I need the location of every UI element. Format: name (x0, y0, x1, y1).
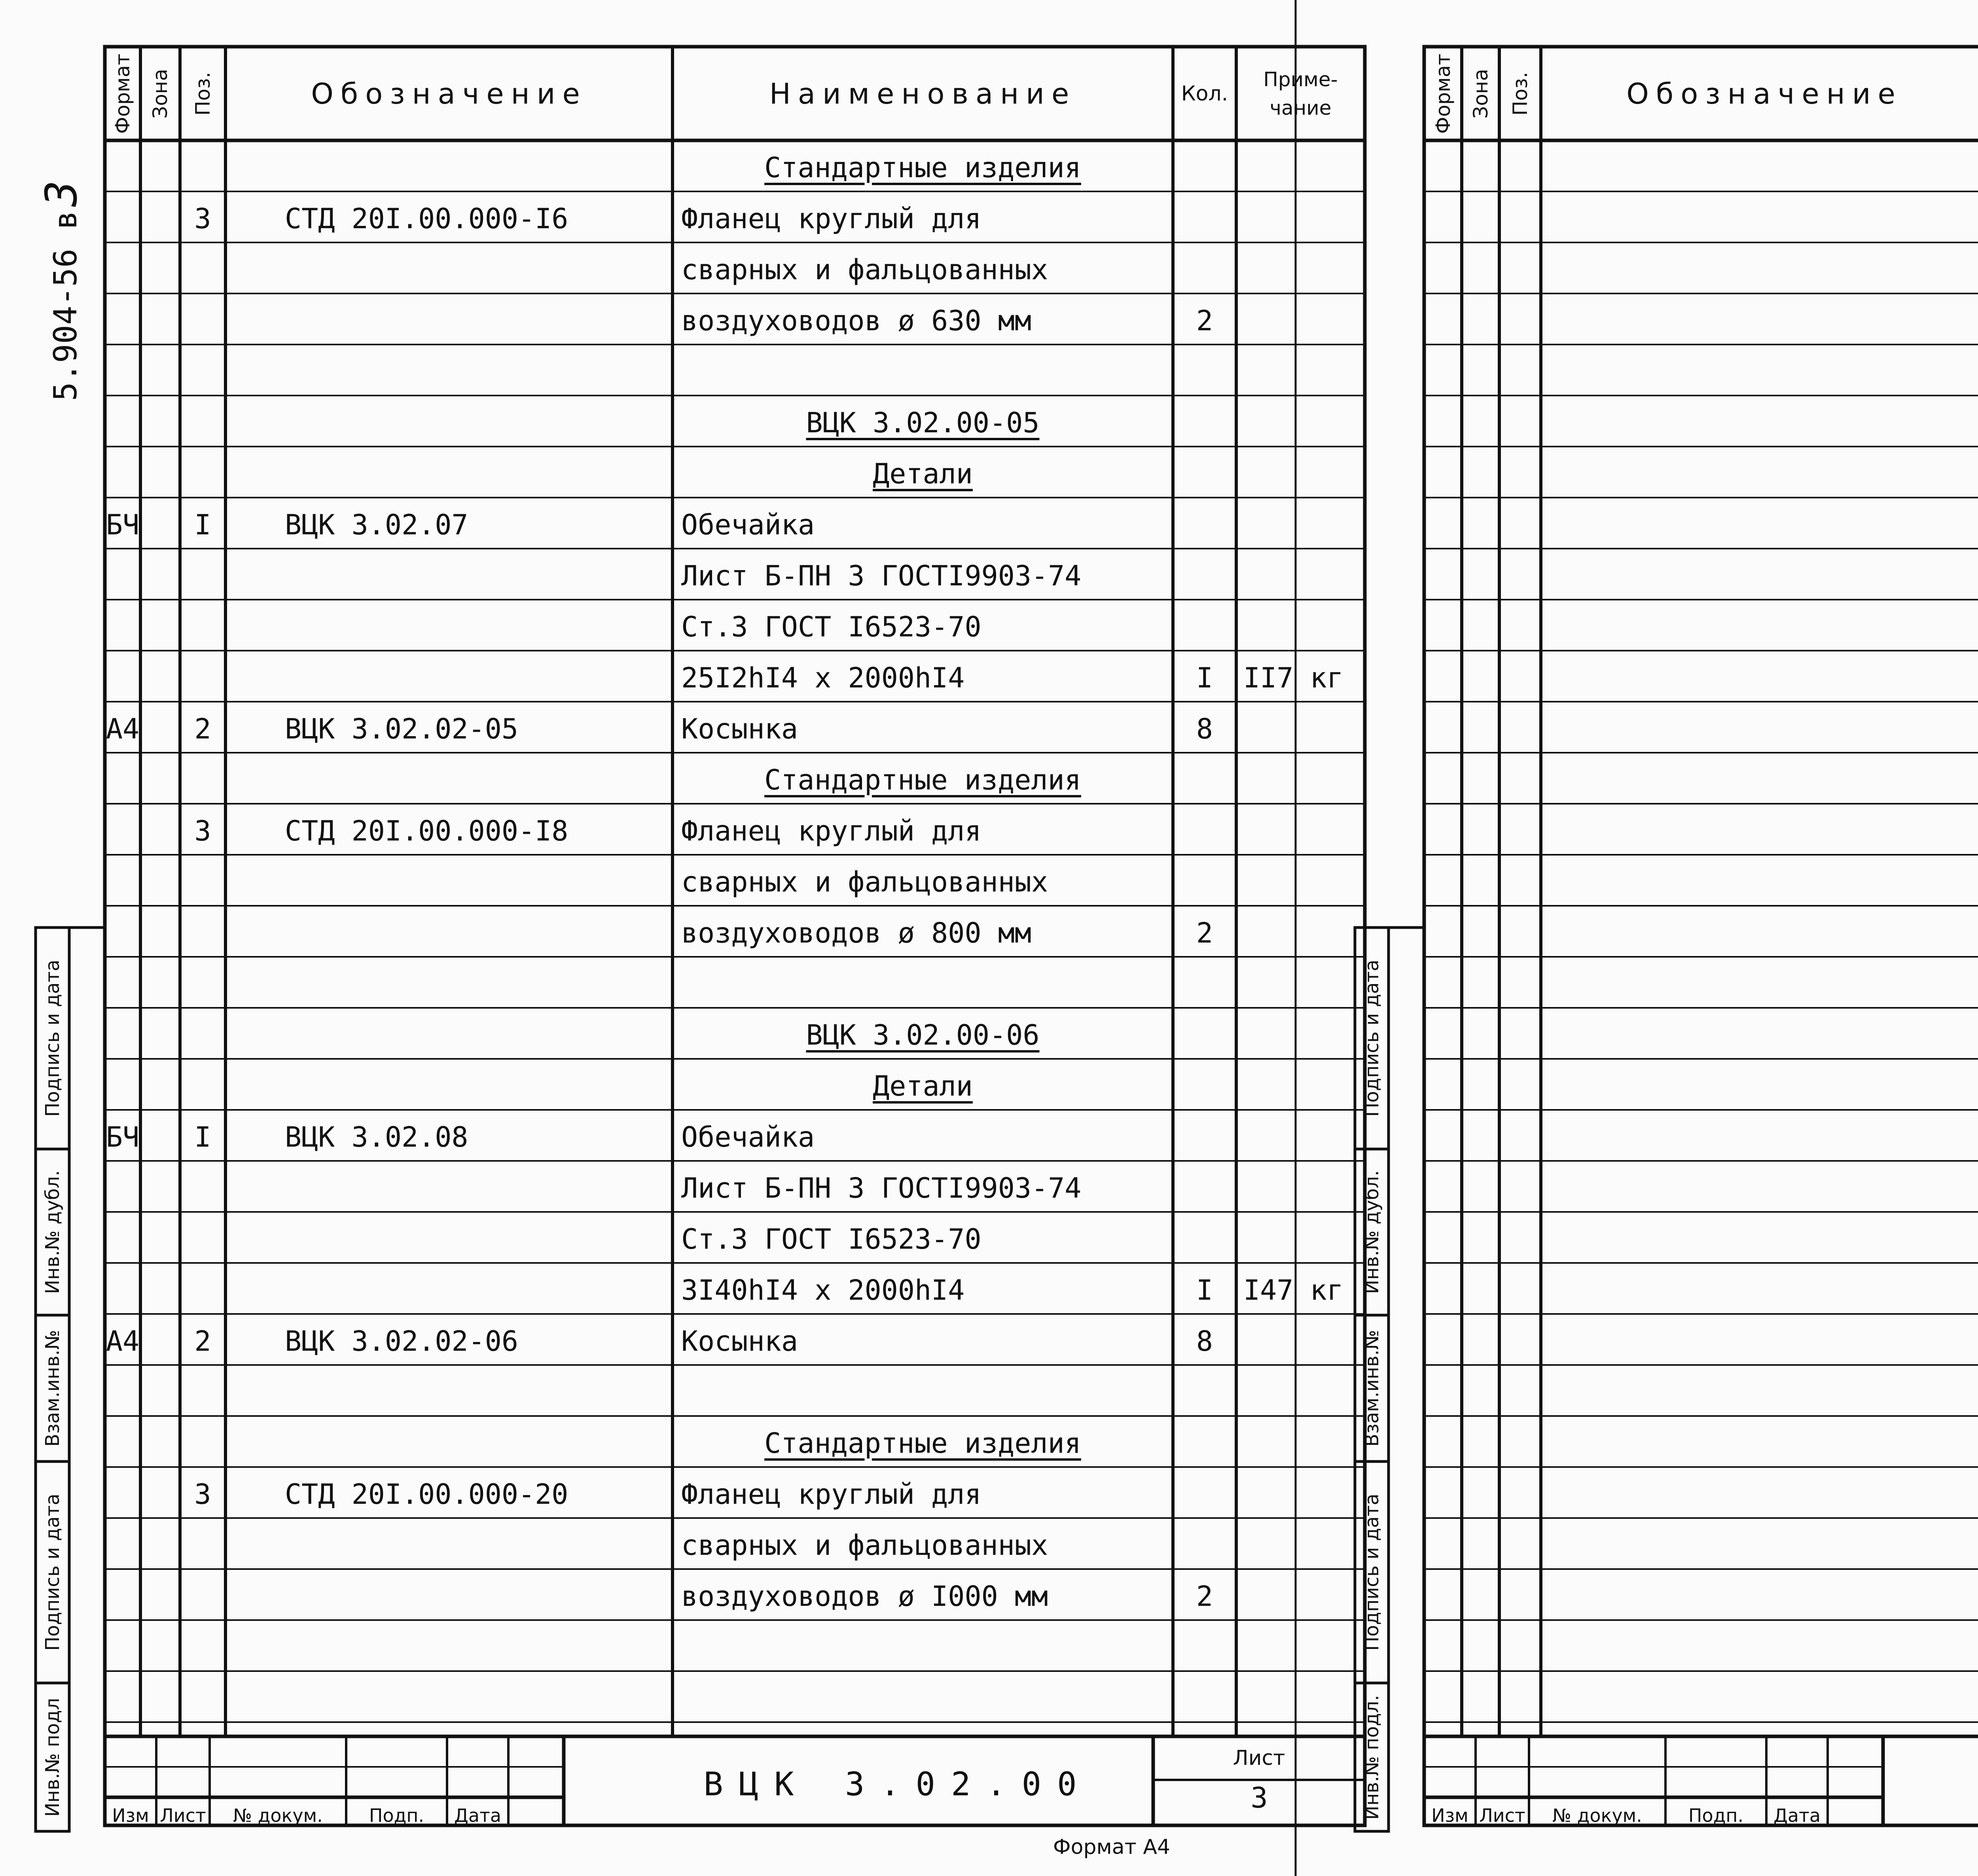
title-block-col-label: Изм (1431, 1805, 1468, 1826)
sidebar-label: Подпись и дата (42, 1494, 64, 1651)
header-qty: Кол. (1181, 81, 1228, 106)
sidebar-label: Подпись и дата (1361, 1494, 1383, 1651)
sidebar-label: Инв.№ подл. (1361, 1694, 1383, 1820)
row-quantity: 2 (1196, 1580, 1213, 1613)
title-block-col-label: № докум. (1552, 1805, 1642, 1826)
row-name: Фланец круглый для (681, 1478, 981, 1511)
header-name: Наименование (769, 77, 1076, 110)
row-name: Косынка (681, 712, 798, 745)
row-name: воздуховодов ø I000 мм (681, 1580, 1048, 1613)
row-designation: ВЦК 3.02.08 (285, 1121, 468, 1153)
row-section-heading: ВЦК 3.02.00-05 (806, 406, 1040, 439)
row-section-heading: Стандартные изделия (764, 763, 1081, 796)
sheet-frame (1424, 47, 1978, 1825)
row-name: Фланец круглый для (681, 202, 981, 235)
row-quantity: I (1196, 1274, 1213, 1306)
row-quantity: 8 (1196, 1325, 1213, 1357)
row-position: 3 (194, 1478, 211, 1511)
row-section-heading: Детали (873, 1070, 973, 1102)
row-name: Обечайка (681, 1121, 815, 1153)
row-section-heading: Детали (873, 457, 973, 490)
row-quantity: 2 (1196, 916, 1213, 949)
row-name: Ст.3 ГОСТ I6523-70 (681, 1223, 981, 1255)
header-pos: Поз. (191, 72, 214, 115)
row-quantity: I (1196, 661, 1213, 694)
row-name: сварных и фальцованных (681, 865, 1048, 898)
row-format: А4 (106, 1325, 140, 1357)
row-section-heading: Стандартные изделия (764, 151, 1081, 184)
header-pos: Поз. (1508, 72, 1532, 115)
row-name: Ст.3 ГОСТ I6523-70 (681, 610, 981, 643)
row-name: Косынка (681, 1325, 798, 1357)
header-zone: Зона (149, 68, 172, 119)
sidebar-label: Инв.№ дубл. (1361, 1170, 1383, 1294)
row-name: воздуховодов ø 630 мм (681, 304, 1032, 337)
row-designation: СТД 20I.00.000-I6 (285, 202, 568, 235)
header-format: Формат (1431, 53, 1455, 134)
row-section-heading: ВЦК 3.02.00-06 (806, 1018, 1040, 1051)
sheet-label: Лист (1233, 1746, 1285, 1770)
row-section-heading: Стандартные изделия (764, 1427, 1081, 1460)
row-name: Обечайка (681, 508, 815, 541)
margin-document-code (36, 180, 87, 401)
row-designation: СТД 20I.00.000-I8 (285, 814, 568, 847)
title-block-col-label: № докум. (233, 1805, 323, 1826)
row-designation: ВЦК 3.02.02-05 (285, 712, 519, 745)
row-name: 3I40hI4 x 2000hI4 (681, 1274, 965, 1306)
row-position: I (194, 1121, 211, 1153)
title-block-col-label: Подп. (1688, 1805, 1744, 1826)
row-name: сварных и фальцованных (681, 1529, 1048, 1562)
row-format: А4 (106, 712, 140, 745)
row-designation: ВЦК 3.02.02-06 (285, 1325, 519, 1357)
sidebar-label: Инв.№ подл (42, 1698, 64, 1817)
header-format: Формат (111, 53, 134, 134)
row-position: 2 (194, 712, 211, 745)
row-quantity: 8 (1196, 712, 1213, 745)
header-designation: Обозначение (1626, 77, 1902, 110)
row-name: Лист Б-ПН 3 ГОСТI9903-74 (681, 559, 1082, 592)
title-block-col-label: Лист (160, 1805, 206, 1826)
header-note: чание (1269, 96, 1332, 119)
sidebar-label: Подпись и дата (1361, 960, 1383, 1117)
row-name: 25I2hI4 x 2000hI4 (681, 661, 965, 694)
sidebar-label: Инв.№ дубл. (42, 1170, 64, 1294)
header-note: Приме- (1263, 68, 1338, 91)
row-position: 3 (194, 814, 211, 847)
row-designation: СТД 20I.00.000-20 (285, 1478, 568, 1511)
header-designation: Обозначение (311, 77, 587, 110)
row-position: 3 (194, 202, 211, 235)
row-name: сварных и фальцованных (681, 253, 1048, 286)
row-position: I (194, 508, 211, 541)
row-note: I47 кг (1243, 1274, 1343, 1306)
sidebar-label: Взам.инв.№ (42, 1330, 64, 1447)
margin-code-handwritten: 3 (36, 180, 87, 207)
title-block-col-label: Лист (1479, 1805, 1525, 1826)
title-block-col-label: Дата (454, 1805, 502, 1826)
sheet-number: 3 (1250, 1781, 1268, 1814)
margin-code-prefix: 5.904-56 в (47, 210, 84, 401)
row-note: II7 кг (1243, 661, 1343, 694)
sidebar-label: Подпись и дата (42, 960, 64, 1117)
sidebar-label: Взам.инв.№ (1361, 1330, 1383, 1447)
row-format: БЧ (106, 1121, 140, 1153)
row-position: 2 (194, 1325, 211, 1357)
title-block-col-label: Подп. (369, 1805, 424, 1826)
row-designation: ВЦК 3.02.07 (285, 508, 468, 541)
row-name: Фланец круглый для (681, 814, 981, 847)
header-zone: Зона (1469, 68, 1492, 119)
document-code: ВЦК 3.02.00 (703, 1766, 1093, 1803)
title-block-col-label: Дата (1773, 1805, 1821, 1826)
title-block-col-label: Изм (112, 1805, 149, 1826)
row-format: БЧ (106, 508, 140, 541)
row-quantity: 2 (1196, 304, 1213, 337)
format-label: Формат А4 (1053, 1835, 1171, 1859)
row-name: Лист Б-ПН 3 ГОСТI9903-74 (681, 1172, 1082, 1204)
row-name: воздуховодов ø 800 мм (681, 916, 1032, 949)
